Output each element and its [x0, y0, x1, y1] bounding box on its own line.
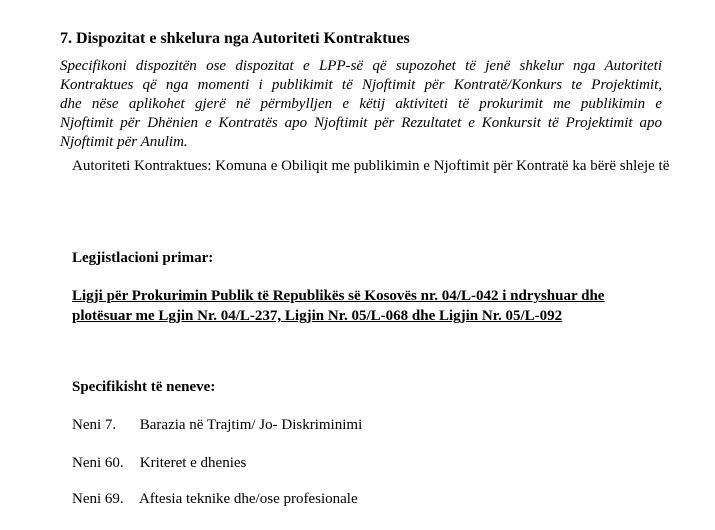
law-reference[interactable] — [72, 286, 662, 326]
articles-label: Specifikisht të neneve: — [72, 379, 216, 395]
authority-statement: Autoriteti Kontraktues: Komuna e Obiliqit me publikimin e Njoftimit për Kontratë ka bërë shleje të — [72, 158, 670, 174]
law-reference-line: Ligji për Prokurimin Publik të Republikës së Kosovës nr. 04/L-042 i ndryshuar dhe — [72, 288, 605, 304]
article-item — [72, 491, 358, 508]
article-number: Neni 69. — [72, 491, 124, 507]
article-title: Barazia në Trajtim/ Jo- Diskriminimi — [139, 417, 363, 433]
article-number: Neni 7. — [72, 417, 117, 433]
article-title: Aftesia teknike dhe/ose profesionale — [138, 491, 358, 507]
instructions-line: Specifikoni dispozitën ose dispozitat e LPP-së që supozohet të jenë shkelur nga Autoriteti — [60, 58, 662, 74]
instructions-line: Kontraktues që nga momenti i publikimit të Njoftimit për Kontratë/Konkurs te Projektimit, — [60, 77, 662, 93]
primary-legislation-label: Legjistlacioni primar: — [72, 250, 214, 266]
section-title: 7. Dispozitat e shkelura nga Autoriteti Kontraktues — [60, 30, 410, 47]
article-number: Neni 60. — [72, 455, 124, 471]
article-item — [72, 417, 362, 434]
instructions-line: dhe nëse aplikohet gjerë në përmbylljen e këtij aktiviteti të prokurimit me publikimin e — [60, 96, 662, 112]
instructions-line: Njoftimit për Anulim. — [60, 134, 188, 150]
instructions-line: Njoftimit për Dhënien e Kontratës apo Njoftimit për Rezultatet e Konkursit të Projektimit apo — [60, 115, 662, 131]
instructions-text — [60, 57, 662, 152]
article-title: Kriteret e dhenies — [139, 455, 247, 471]
law-reference-line: plotësuar me Lgjin Nr. 04/L-237, Ligjin Nr. 05/L-068 dhe Ligjin Nr. 05/L-092 — [72, 308, 563, 324]
article-item — [72, 455, 246, 472]
